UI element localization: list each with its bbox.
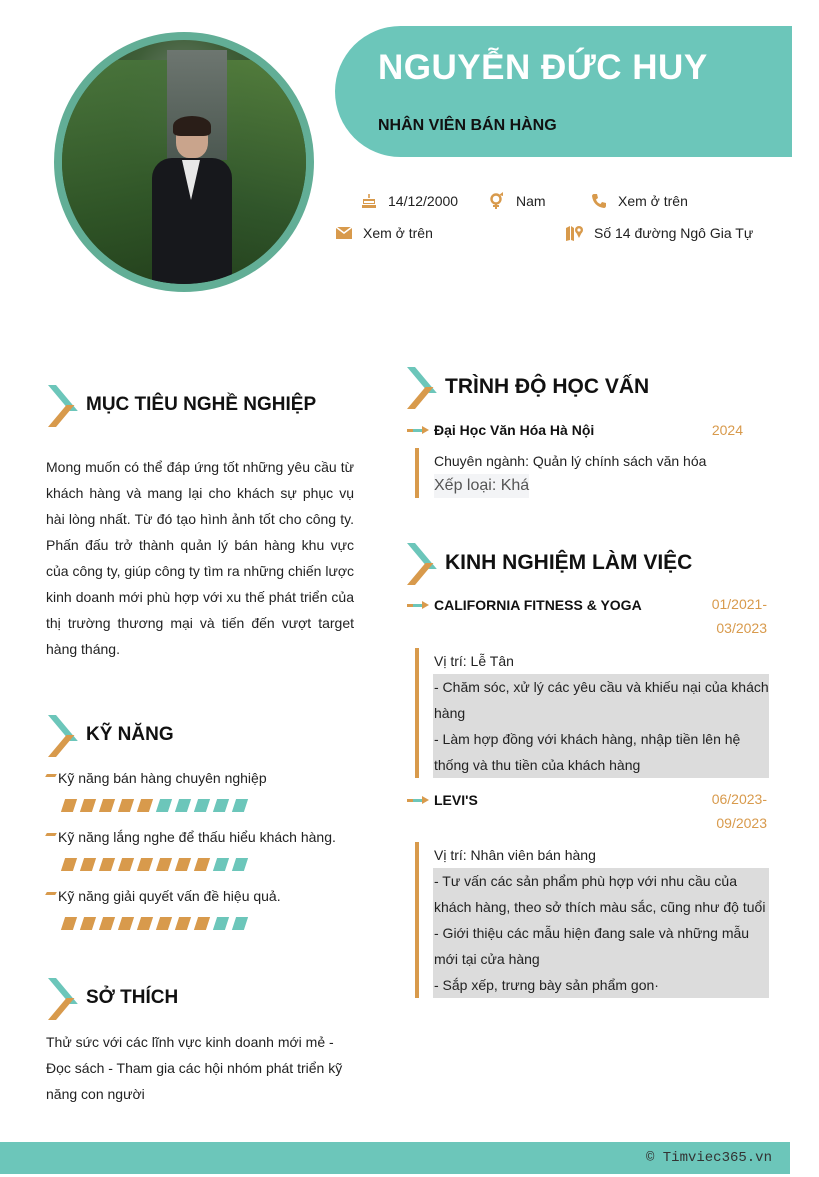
hobbies-heading xyxy=(46,978,178,1018)
phone-info xyxy=(590,192,688,210)
skill-rating-bar xyxy=(63,917,246,930)
chevron-icon xyxy=(405,543,431,583)
name-header-band xyxy=(335,26,792,157)
skills-heading xyxy=(46,715,174,755)
hobbies-title: SỞ THÍCH xyxy=(86,987,179,1008)
education-rank: Xếp loại: Khá xyxy=(434,474,529,498)
job-title: NHÂN VIÊN BÁN HÀNG xyxy=(378,117,557,134)
job-position: Vị trí: Nhân viên bán hàng xyxy=(434,847,596,863)
chevron-icon xyxy=(405,367,431,407)
hobbies-text: Thử sức với các lĩnh vực kinh doanh mới mẻ - Đọc sách - Tham gia các hội nhóm phát triển kỹ năng con người xyxy=(46,1034,343,1102)
map-pin-icon xyxy=(566,224,584,242)
graduation-year: 2024 xyxy=(711,422,743,438)
skill-item xyxy=(46,770,267,786)
job-dates xyxy=(707,787,767,835)
job-position: Vị trí: Lễ Tân xyxy=(434,653,514,669)
skill-label: Kỹ năng lắng nghe để thấu hiểu khách hàng. xyxy=(58,829,336,845)
education-item-header xyxy=(407,422,767,438)
address-value: Số 14 đường Ngô Gia Tự xyxy=(594,225,754,241)
dash-marker-icon xyxy=(45,892,57,895)
gender-info xyxy=(488,192,546,210)
job-duty: - Sắp xếp, trưng bày sản phẩm gon· xyxy=(433,972,769,998)
skill-label: Kỹ năng giải quyết vấn đề hiệu quả. xyxy=(58,888,281,904)
dash-marker-icon xyxy=(45,774,57,777)
birthday-info xyxy=(360,192,458,210)
experience-title: KINH NGHIỆM LÀM VIỆC xyxy=(445,551,693,574)
address-info xyxy=(566,224,753,242)
job-duty: - Chăm sóc, xử lý các yêu cầu và khiếu nại của khách hàng xyxy=(433,674,769,726)
phone-icon xyxy=(590,192,608,210)
arrow-right-icon xyxy=(407,599,429,613)
arrow-right-icon xyxy=(407,424,429,438)
education-item-details xyxy=(415,448,769,498)
education-heading xyxy=(405,367,649,407)
job-duty: - Làm hợp đồng với khách hàng, nhập tiền lên hệ thống và thu tiền của khách hàng xyxy=(433,726,769,778)
birthday-value: 14/12/2000 xyxy=(388,193,459,209)
chevron-icon xyxy=(46,978,72,1018)
email-info xyxy=(335,224,433,242)
date-end: 03/2023 xyxy=(716,620,767,636)
job-duty: - Giới thiệu các mẫu hiện đang sale và những mẫu mới tại cửa hàng xyxy=(433,920,769,972)
avatar-photo xyxy=(54,32,314,292)
chevron-icon xyxy=(46,715,72,755)
gender-value: Nam xyxy=(516,193,546,209)
company-name: CALIFORNIA FITNESS & YOGA xyxy=(434,597,642,613)
cake-icon xyxy=(360,192,378,210)
dash-marker-icon xyxy=(45,833,57,836)
chevron-icon xyxy=(46,385,72,425)
gender-icon xyxy=(488,192,506,210)
envelope-icon xyxy=(335,224,353,242)
job-dates xyxy=(707,592,767,640)
objective-title: MỤC TIÊU NGHỀ NGHIỆP xyxy=(86,394,317,415)
skill-item xyxy=(46,888,281,904)
education-title: TRÌNH ĐỘ HỌC VẤN xyxy=(445,375,650,398)
skill-rating-bar xyxy=(63,858,246,871)
experience-heading xyxy=(405,543,692,583)
objective-text: Mong muốn có thể đáp ứng tốt những yêu cầu từ khách hàng và mang lại cho khách sự phục vụ hài lòng nhất. Từ đó tạo hình ảnh tốt cho công ty. Phấn đấu trở thành quản lý bán hàng khu vực của công ty, giúp công ty tìm ra những chiến lược kinh doanh mới phù hợp với xu thế phát triển của thị trường thương mại và tiến đến vượt target hàng tháng. xyxy=(46,459,354,657)
skills-title: KỸ NĂNG xyxy=(86,724,174,745)
experience-item-details xyxy=(415,648,769,778)
experience-item-header xyxy=(407,597,767,640)
job-duty: - Tư vấn các sản phẩm phù hợp với nhu cầu của khách hàng, theo sở thích màu sắc, cũng như độ tuổi xyxy=(433,868,769,920)
school-name: Đại Học Văn Hóa Hà Nội xyxy=(434,422,595,438)
person-hair xyxy=(173,116,211,136)
date-start: 01/2021- xyxy=(711,596,767,612)
footer-band xyxy=(0,1142,790,1174)
skill-rating-bar xyxy=(63,799,246,812)
skill-label: Kỹ năng bán hàng chuyên nghiệp xyxy=(58,770,267,786)
education-major: Chuyên ngành: Quản lý chính sách văn hóa xyxy=(434,453,707,469)
objective-heading xyxy=(46,385,316,425)
company-name: LEVI'S xyxy=(434,792,478,808)
skill-item xyxy=(46,829,336,845)
date-end: 09/2023 xyxy=(716,815,767,831)
arrow-right-icon xyxy=(407,794,429,808)
copyright-text: © Timviec365.vn xyxy=(645,1150,772,1166)
phone-value: Xem ở trên xyxy=(618,193,688,209)
full-name: NGUYỄN ĐỨC HUY xyxy=(378,48,708,87)
experience-item-details xyxy=(415,842,769,998)
email-value: Xem ở trên xyxy=(363,225,433,241)
date-start: 06/2023- xyxy=(711,791,767,807)
experience-item-header xyxy=(407,792,767,835)
